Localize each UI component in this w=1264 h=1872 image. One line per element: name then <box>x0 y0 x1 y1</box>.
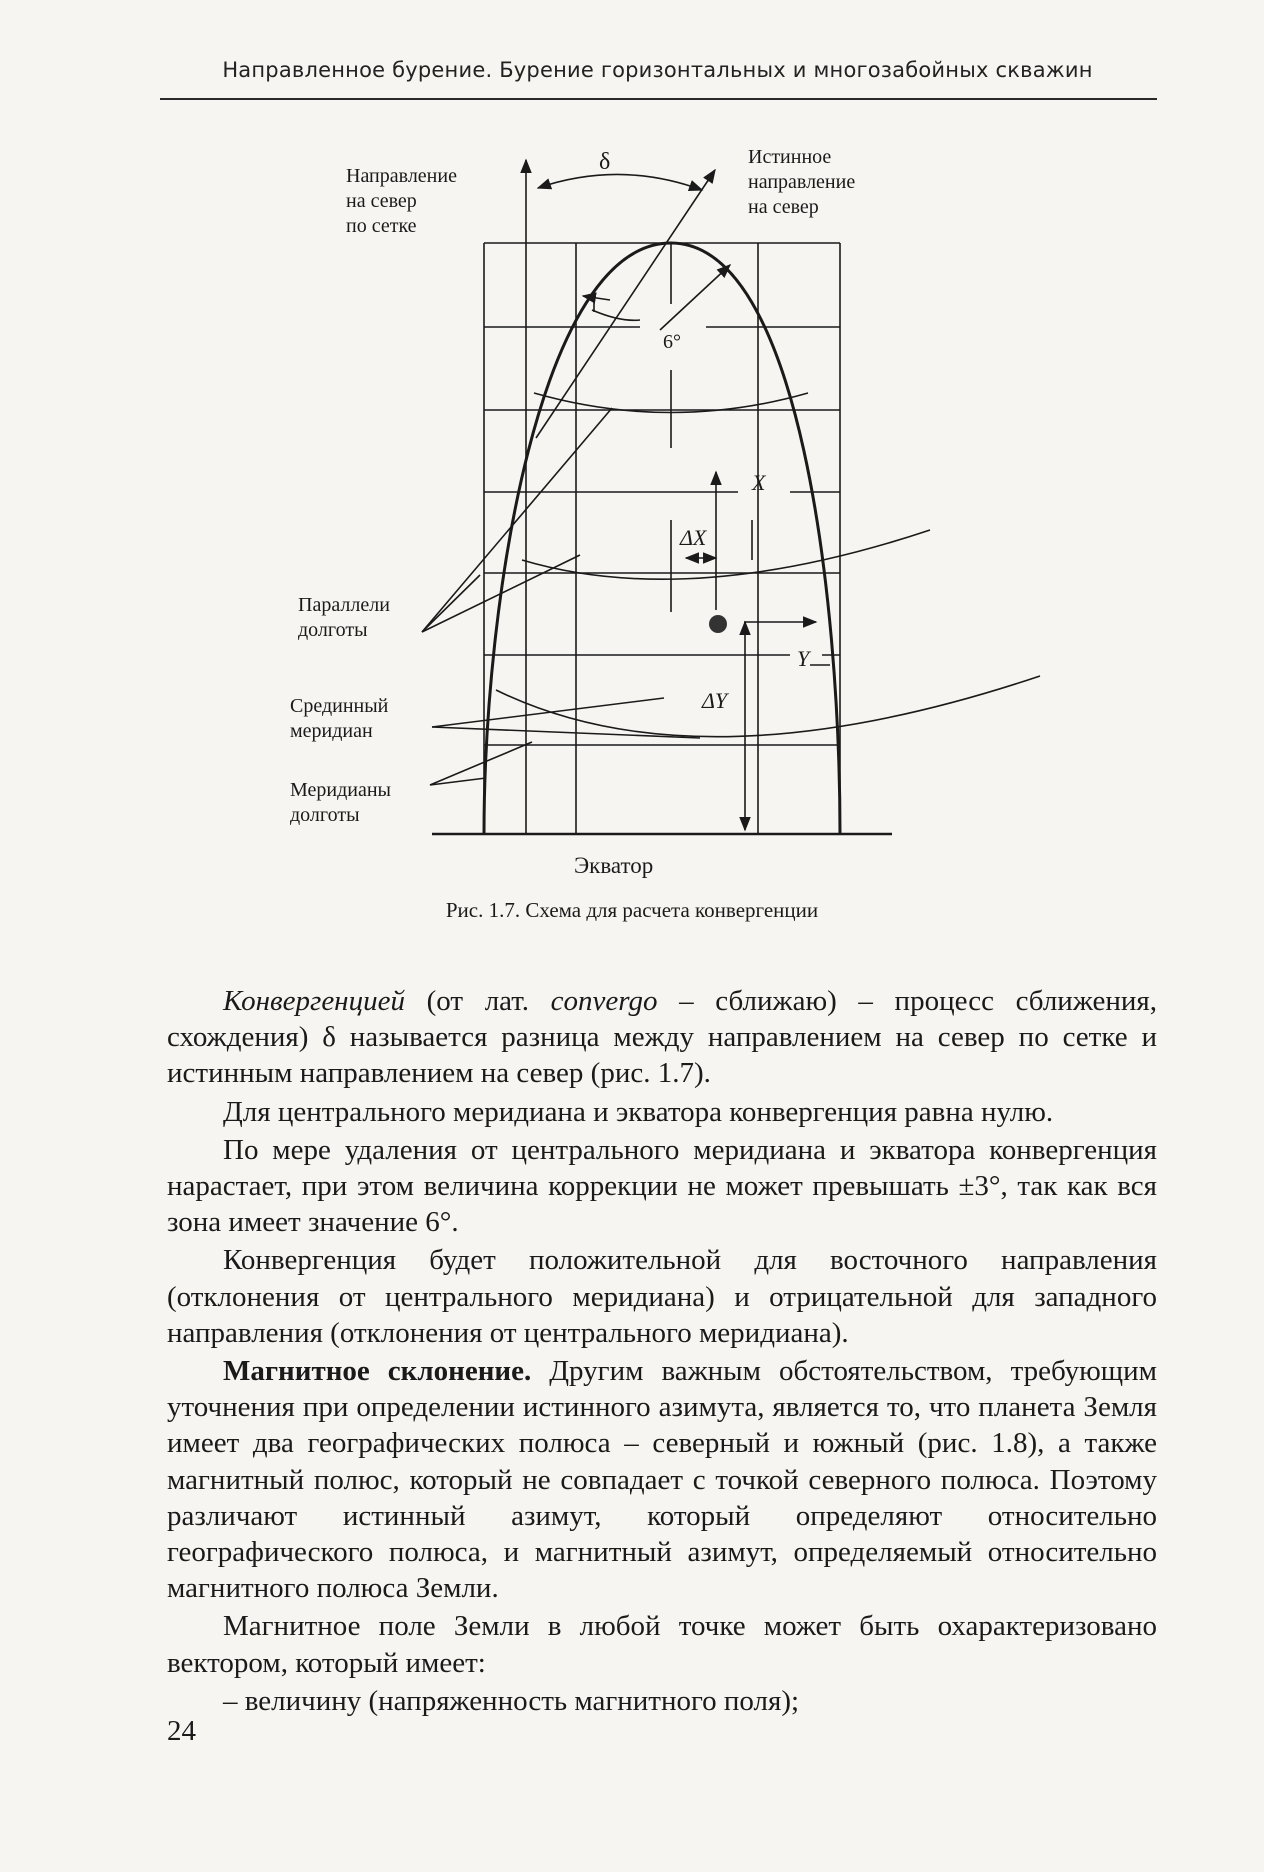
figure-caption: Рис. 1.7. Схема для расчета конвергенции <box>445 898 819 922</box>
body-text <box>167 983 1157 1721</box>
paragraph: Магнитное склонение. Другим важным обстоятельством, требующим уточнения при определении истинного азимута, является то, что планета Земля имеет два географических полюса – северный и южный (рис. 1.8), а также магнитный полюс, который не совпадает с точкой северного полюса. Поэтому различают истинный азимут, который определяют относительно географического полюса, и магнитный азимут, определяемый относительно магнитного полюса Земли. <box>167 1355 1157 1605</box>
six-degree-label: 6° <box>663 331 681 353</box>
delta-y-label: ΔY <box>702 688 728 713</box>
list-item: – величину (напряженность магнитного поля); <box>223 1684 800 1717</box>
true-north-label: Истинное направление на север <box>748 146 856 218</box>
x-label: X <box>752 470 766 495</box>
paragraph: По мере удаления от центрального меридиана и экватора конвергенция нарастает, при этом величина коррекции не может превышать ±3°, так как вся зона имеет значение 6°. <box>167 1133 1157 1239</box>
paragraph: Для центрального меридиана и экватора конвергенция равна нулю. <box>223 1095 1054 1128</box>
central-meridian-leader <box>432 698 664 727</box>
meridians-label: Меридианы долготы <box>290 779 391 826</box>
term-italic: Конвергенцией <box>223 985 405 1017</box>
parallels-leader <box>422 408 612 632</box>
parallels-leader <box>422 555 580 632</box>
parallels-leader <box>422 575 480 632</box>
parallels-label: Параллели долготы <box>298 594 390 641</box>
paragraph: Магнитное поле Земли в любой точке может быть охарактеризовано вектором, который имеет: <box>167 1610 1157 1679</box>
delta-x-label: ΔX <box>680 525 707 550</box>
paragraph: Конвергенцией (от лат. convergo – сближаю) – процесс сближения, схождения) δ называется разница между направлением на север по сетке и истинным направлением на север (рис. 1.7). <box>167 985 1157 1090</box>
point-marker <box>709 615 727 633</box>
paragraph: Конвергенция будет положительной для восточного направления (отклонения от центрального меридиана) и отрицательной для западного направления (отклонения от центрального меридиана). <box>167 1244 1157 1349</box>
grid-north-label: Направление на север по сетке <box>346 165 457 237</box>
parallel-curve <box>522 530 930 579</box>
six-degree-arc <box>592 310 640 320</box>
section-heading: Магнитное склонение. <box>223 1355 532 1388</box>
parallel-curve <box>496 676 1040 737</box>
latin-italic: convergo <box>550 985 658 1017</box>
page-number: 24 <box>167 1715 196 1747</box>
delta-label: δ <box>599 149 611 175</box>
running-title: Направленное бурение. Бурение горизонтальных и многозабойных скважин <box>222 58 1093 82</box>
equator-label: Экватор <box>574 853 654 878</box>
delta-arc <box>538 174 702 190</box>
y-label: Y <box>797 646 810 671</box>
central-meridian-label: Срединный меридиан <box>290 695 389 742</box>
central-meridian-leader <box>432 727 700 738</box>
